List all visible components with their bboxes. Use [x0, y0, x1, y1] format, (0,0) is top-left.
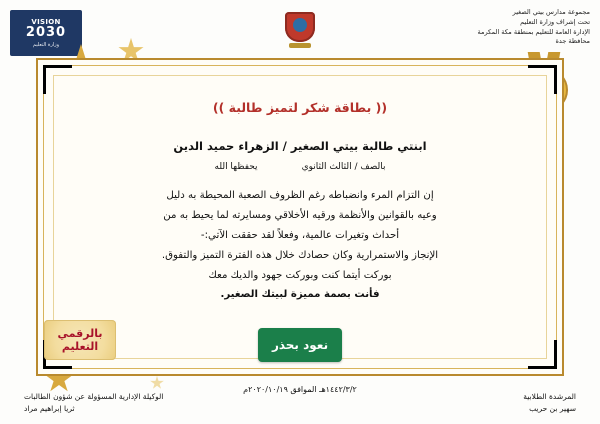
- certificate-date: ١٤٤٢/٣/٢هـ الموافق ٢٠٢٠/١٠/١٩م: [243, 385, 357, 394]
- vision-logo-line2: 2030: [25, 24, 67, 40]
- signature-right-title: المرشدة الطلابية: [523, 391, 576, 401]
- body-line-1: إن التزام المرء وانضباطه رغم الظروف الصعبة المحيطة به دليل: [166, 190, 434, 201]
- digital-education-badge: بالرقمي التعليم: [44, 320, 116, 360]
- ministry-line-2: تحت إشراف وزارة التعليم: [520, 17, 590, 26]
- document-header: [0, 4, 600, 60]
- body-line-2: وعيه بالقوانين والأنظمة ورقيه الأخلاقي ومسايرته لما يحيط به من: [163, 209, 437, 221]
- ministry-line-1: مجموعة مدارس بيتي الصغير: [512, 8, 590, 16]
- ministry-line-4: محافظة جدة: [555, 37, 590, 46]
- vision-logo-line3: وزارة التعليم: [32, 41, 60, 48]
- signature-left-name: ثريا إبراهيم مراد: [24, 404, 75, 414]
- ministry-line-3: الإدارة العامة للتعليم بمنطقة مكة المكرمة: [477, 27, 590, 36]
- return-with-caution-badge: نعود بحذر: [258, 328, 342, 362]
- certificate-title: (( بطاقة شكر لتميز طالبة )): [212, 100, 388, 115]
- signature-left-title: الوكيلة الإدارية المسؤولة عن شؤون الطالبات: [24, 391, 164, 401]
- student-name-line: ابنتي طالبة بيتي الصغير / الزهراء حميد الدين: [173, 139, 427, 153]
- body-line-5: بوركت أيتما كنت وبوركت جهود والديك معك: [208, 269, 392, 281]
- signature-right: [523, 391, 576, 417]
- body-line-6: فأنت بصمة مميزة لبيتك الصغير.: [220, 289, 380, 301]
- body-line-3: أحداث وتغيرات عالمية، وفعلاً لقد حققت الآتي:-: [200, 229, 400, 241]
- class-and-blessing-line: [56, 162, 544, 172]
- signature-row: [24, 391, 576, 417]
- vision-2030-logo: [10, 10, 82, 56]
- certificate-content: [56, 78, 544, 356]
- signature-right-name: سهير بن حريب: [529, 404, 576, 414]
- ministry-header-text: [477, 8, 590, 47]
- saudi-emblem-icon: [283, 12, 317, 52]
- blessing-label: يحفظها الله: [214, 162, 258, 172]
- signature-left: [24, 391, 163, 417]
- class-label: بالصف / الثالث الثانوي: [301, 162, 386, 172]
- vision-logo-line1: VISION: [31, 17, 61, 26]
- certificate-body: [90, 186, 510, 305]
- body-line-4: الإنجاز والاستمرارية وكان حصادك خلال هذه الفترة التميز والتفوق.: [161, 249, 439, 261]
